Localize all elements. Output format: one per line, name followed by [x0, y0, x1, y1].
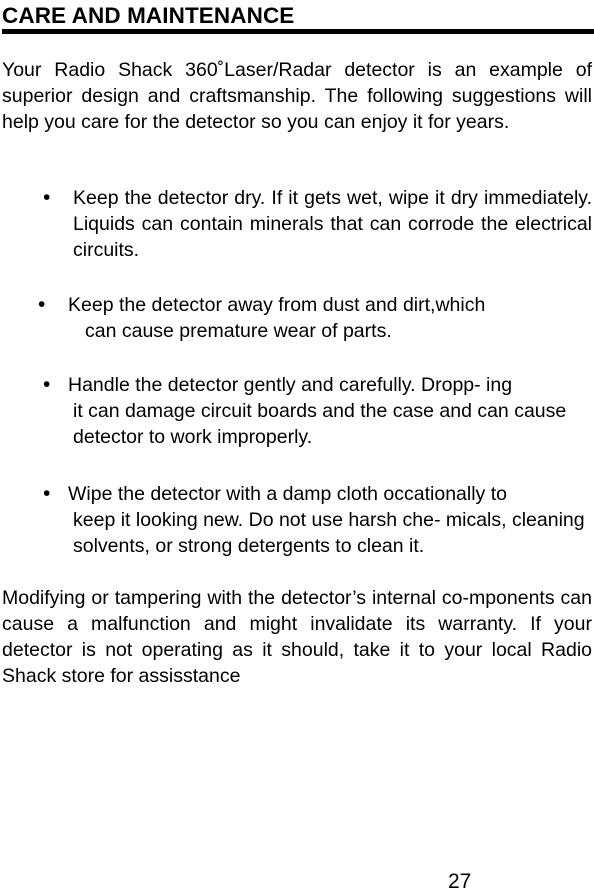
- bullet-dot-icon: •: [38, 293, 46, 316]
- bullet-text-first-line: Keep the detector away from dust and dirt,which: [68, 294, 486, 316]
- bullet-text-continuation: keep it looking new. Do not use harsh che- micals, cleaning solvents, or strong detergents to clean it.: [73, 509, 585, 557]
- bullet-text: [68, 292, 592, 344]
- page-number: 27: [448, 870, 472, 893]
- bullet-text-first-line: Wipe the detector with a damp cloth occationally to: [68, 483, 507, 505]
- bullet-dot-icon: •: [43, 482, 51, 505]
- bullet-item-keep-dry: [0, 185, 594, 265]
- bullet-dot-icon: •: [43, 186, 51, 209]
- bullet-dot-icon: •: [43, 373, 51, 396]
- title-underline-rule: [2, 29, 594, 34]
- section-heading: [2, 2, 594, 38]
- bullet-text-continuation: it can damage circuit boards and the case and can cause detector to work improperly.: [73, 400, 567, 448]
- bullet-text-first-line: Handle the detector gently and carefully. Dropp- ing: [68, 374, 513, 396]
- page-title: CARE AND MAINTENANCE: [2, 3, 295, 28]
- bullet-item-wipe-clean: [0, 481, 594, 561]
- bullet-text: [68, 481, 592, 559]
- bullet-text: Keep the detector dry. If it gets wet, wipe it dry immediately. Liquids can contain minerals that can corrode the electrical circuits.: [73, 187, 592, 261]
- intro-paragraph: Your Radio Shack 360˚Laser/Radar detector is an example of superior design and craftsmanship. The following suggestions will help you care for the detector so you can enjoy it for years.: [2, 59, 592, 133]
- bullet-item-handle-gently: [0, 372, 594, 452]
- bullet-item-keep-away-dust: [0, 292, 594, 348]
- closing-paragraph: Modifying or tampering with the detector’s internal co-mponents can cause a malfunction and might invalidate its warranty. If your detector is not operating as it should, take it to your local Radio Shack store for assisstance: [2, 587, 592, 687]
- bullet-text-continuation: can cause premature wear of parts.: [85, 320, 392, 342]
- bullet-text: [68, 372, 592, 450]
